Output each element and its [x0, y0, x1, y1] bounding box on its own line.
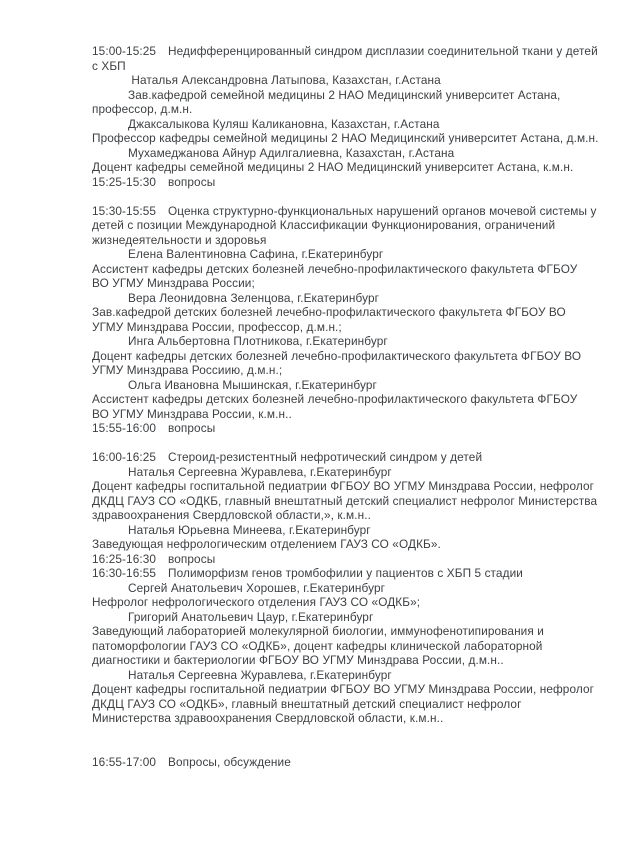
program-line: Наталья Сергеевна Журавлева, г.Екатеринбург [128, 667, 392, 682]
program-line: Наталья Александровна Латыпова, Казахстан, г.Астана [128, 73, 441, 87]
line-text: Стероид-резистентный нефротический синдром у детей [168, 450, 483, 464]
program-line: Доцент кафедры семейной медицины 2 НАО Медицинский университет Астана, к.м.н. [92, 160, 574, 174]
program-line: Профессор кафедры семейной медицины 2 НАО Медицинский университет Астана, д.м.н. [92, 131, 599, 145]
blank-line [92, 436, 592, 451]
program-line: УГМУ Минздрава Россиию, д.м.н.; [92, 363, 283, 377]
program-line: Инга Альбертовна Плотникова, г.Екатеринбург [128, 334, 388, 348]
program-line: Заведующая нефрологическим отделением ГАУЗ СО «ОДКБ». [92, 537, 441, 551]
time-slot: 16:55-17:00 [92, 754, 157, 769]
program-line: Сергей Анатольевич Хорошев, г.Екатеринбург [128, 580, 386, 595]
line-text: вопросы [168, 174, 216, 189]
program-line-timeslot [92, 44, 598, 59]
program-line: Доцент кафедры детских болезней лечебно-профилактического факультета ФГБОУ ВО [92, 348, 582, 363]
program-line: Вера Леонидовна Зеленцова, г.Екатеринбург [128, 290, 380, 305]
time-slot: 15:00-15:25 [92, 44, 157, 58]
program-line: патоморфологии ГАУЗ СО «ОДКБ», доцент кафедры клинической лабораторной [92, 638, 543, 653]
program-line-timeslot [92, 421, 592, 436]
program-line: Ассистент кафедры детских болезней лечебно-профилактического факультета ФГБОУ [92, 392, 578, 406]
program-line-timeslot [92, 450, 592, 465]
time-slot: 15:30-15:55 [92, 203, 157, 218]
time-slot: 15:55-16:00 [92, 421, 157, 435]
time-slot: 16:00-16:25 [92, 450, 157, 464]
program-line: жизнедеятельности и здоровья [92, 232, 267, 247]
blank-line [92, 189, 592, 204]
program-line: ДКДЦ ГАУЗ СО «ОДКБ», главный внештатный детский специалист нефролог [92, 696, 522, 711]
program-line: Министерства здравоохранения Свердловской области, к.м.н.. [92, 711, 444, 725]
program-line-timeslot [92, 566, 592, 581]
program-line: Наталья Юрьевна Минеева, г.Екатеринбург [128, 522, 371, 537]
program-line: с ХБП [92, 58, 126, 73]
program-line-timeslot [92, 203, 597, 219]
program-line-timeslot [92, 755, 592, 770]
program-line: УГМУ Минздрава России, профессор, д.м.н.; [92, 319, 342, 334]
time-slot: 16:30-16:55 [92, 566, 157, 580]
program-line: ВО УГМУ Минздрава России, к.м.н.. [92, 406, 292, 421]
line-text: вопросы [168, 551, 216, 566]
program-line: Зав.кафедрой детских болезней лечебно-профилактического факультета ФГБОУ ВО [92, 305, 566, 319]
program-line: детей с позиции Международной Классификации Функционирования, ограничений [92, 218, 556, 232]
blank-line [92, 726, 592, 741]
time-slot: 15:25-15:30 [92, 174, 157, 189]
program-line: Заведующий лабораторией молекулярной биологии, иммунофенотипирования и [92, 624, 544, 638]
program-line-timeslot [92, 552, 592, 567]
program-line: Доцент кафедры госпитальной педиатрии ФГБОУ ВО УГМУ Минздрава России, нефролог [92, 479, 595, 493]
program-line: ВО УГМУ Минздрава России; [92, 276, 255, 290]
program-line: Григорий Анатольевич Цаур, г.Екатеринбург [128, 609, 374, 624]
program-line: Нефролог нефрологического отделения ГАУЗ СО «ОДКБ»; [92, 595, 421, 609]
program-document [92, 44, 599, 769]
program-line: Ассистент кафедры детских болезней лечебно-профилактического факультета ФГБОУ [92, 261, 578, 276]
program-line: Джаксалыкова Куляш Каликановна, Казахстан, г.Астана [128, 116, 440, 131]
program-line: Ольга Ивановна Мышинская, г.Екатеринбург [128, 377, 377, 392]
blank-line [92, 740, 592, 755]
line-text: Недифференцированный синдром дисплазии соединительной ткани у детей [168, 44, 598, 58]
program-line: профессор, д.м.н. [92, 102, 193, 116]
program-line: Елена Валентиновна Сафина, г.Екатеринбург [128, 247, 384, 261]
program-line: Доцент кафедры госпитальной педиатрии ФГБОУ ВО УГМУ Минздрава России, нефролог [92, 682, 595, 696]
program-line: здравоохранения Свердловской области,», к.м.н.. [92, 508, 371, 522]
line-text: Вопросы, обсуждение [168, 754, 291, 769]
program-line: Зав.кафедрой семейной медицины 2 НАО Медицинский университет Астана, [128, 87, 561, 102]
program-line: Мухамеджанова Айнур Адилгалиевна, Казахстан, г.Астана [128, 145, 455, 160]
line-text: вопросы [168, 421, 216, 435]
line-text: Полиморфизм генов тромбофилии у пациентов с ХБП 5 стадии [168, 566, 523, 580]
line-text: Оценка структурно-функциональных нарушений органов мочевой системы у [168, 203, 597, 218]
time-slot: 16:25-16:30 [92, 551, 157, 566]
program-line: Наталья Сергеевна Журавлева, г.Екатеринбург [128, 464, 392, 479]
program-line: диагностики и бактериологии ФГБОУ ВО УГМУ Минздрава России, д.м.н.. [92, 653, 504, 667]
program-line: ДКДЦ ГАУЗ СО «ОДКБ, главный внештатный детский специалист нефролог Министерства [92, 493, 598, 508]
program-line-timeslot [92, 175, 592, 190]
